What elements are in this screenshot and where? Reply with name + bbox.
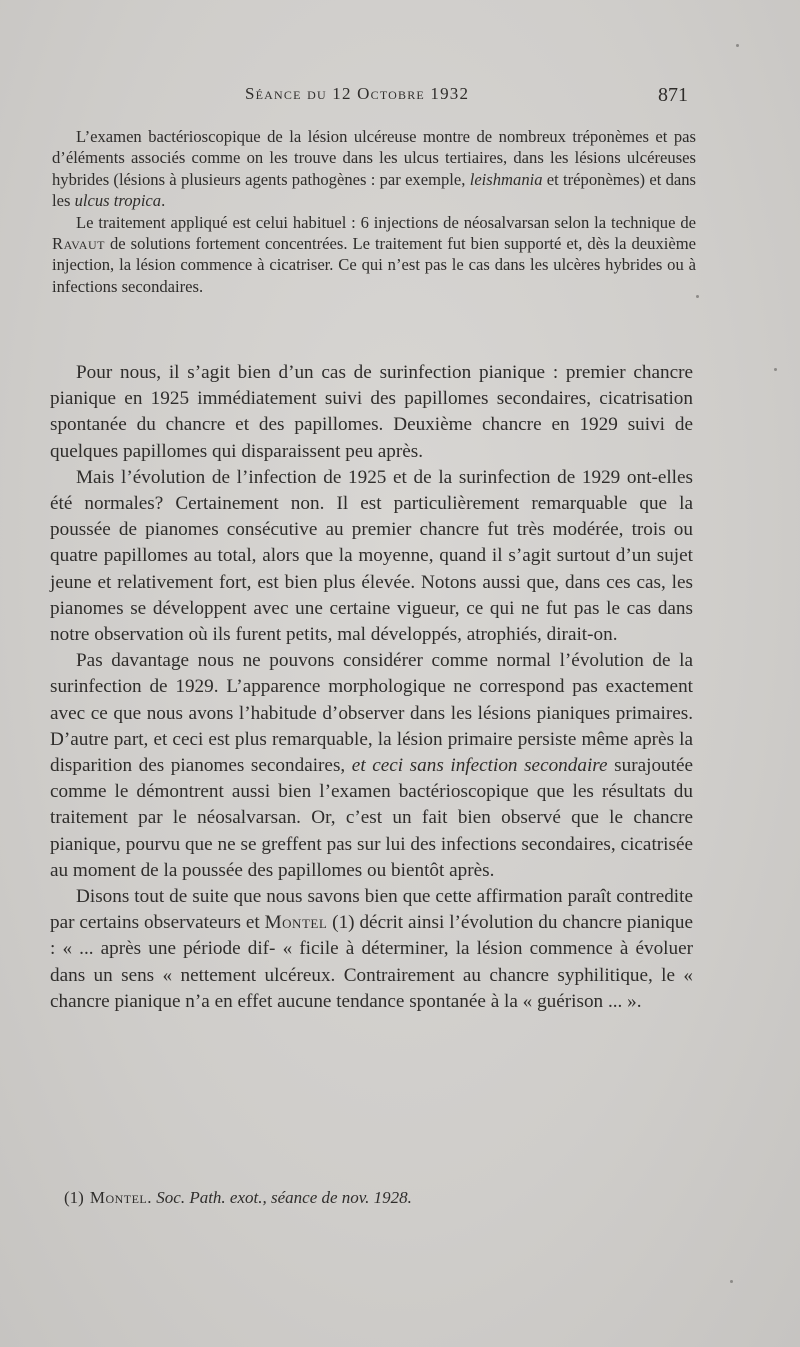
paper-speck <box>736 44 739 47</box>
paper-speck <box>696 295 699 298</box>
footnote-author: Montel. <box>89 1188 153 1207</box>
footnote-mark: (1) <box>64 1188 84 1207</box>
paragraph-surinfection: Pour nous, il s’agit bien d’un cas de surinfection pianique : premier chancre pianique en 1925 immédiatement suivi des papillomes secondaires, cicatrisation spontanée du chancre et des papillomes. Deuxième chancre en 1929 suivi de quelques papillomes qui disparaissent peu après. <box>50 362 693 462</box>
author-name: Ravaut <box>52 234 105 254</box>
paragraph-surinfection-1929: Pas davantage nous ne pouvons considérer comme normal l’évolution de la surinfection de 1929. L’apparence morphologique ne correspond pas exactement avec ce que nous avons l’habitude d’observer dans les lésions pianiques primaires. D’autre part, et ceci est plus remarquable, la lésion primaire persiste même après la disparition des pianomes secondaires, et ceci sans infection secondaire surajoutée comme le démontrent aussi bien l’examen bactérioscopique que les résultats du traitement par le néosalvarsan. Or, c’est un fait bien observé que le chancre pianique, pourvu que ne se greffent pas sur lui des infections secondaires, cicatrisée au moment de la poussée des papillomes ou bientôt après. <box>50 650 694 881</box>
page-number: 871 <box>658 84 688 106</box>
paragraph-bacteriological-exam: L’examen bactérioscopique de la lésion ulcéreuse montre de nombreux tréponèmes et pas d’éléments associés comme on les trouve dans les ulcus tertiaires, dans les lésions ulcéreuses hybrides (lésions à plusieurs agents pathogènes : par exemple, leishmania et tréponèmes) et dans les ulcus tropica. <box>52 127 697 211</box>
preceding-observation-text <box>52 126 696 297</box>
running-head: Séance du 12 Octobre 1932 <box>245 84 470 103</box>
paper-speck <box>774 368 777 371</box>
page-header <box>0 80 800 110</box>
paragraph-treatment: Le traitement appliqué est celui habituel : 6 injections de néosalvarsan selon la technique de Ravaut de solutions fortement concentrées. Le traitement fut bien supporté et, dès la deuxième injection, la lésion commence à cicatriser. Ce qui n’est pas le cas dans les ulcères hybrides ou à infections secondaires. <box>52 212 696 296</box>
footnote-citation: Soc. Path. exot., séance de nov. 1928. <box>156 1188 412 1207</box>
paragraph-montel-quote: Disons tout de suite que nous savons bien que cette affirmation paraît contredite par certains observateurs et Montel (1) décrit ainsi l’évolution du chancre pianique : « ... après une période dif- « ficile à déterminer, la lésion commence à évoluer dans un sens « nettement ulcéreux. Contrairement au chancre syphilitique, le « chancre pianique n’a en effet aucune tendance spontanée à la « guérison ... ». <box>50 886 694 1012</box>
italic-phrase: et ceci sans infection secondaire <box>351 755 608 777</box>
discussion-text <box>50 360 693 1015</box>
italic-term: ulcus tropica <box>74 191 162 211</box>
paragraph-evolution: Mais l’évolution de l’infection de 1925 et de la surinfection de 1929 ont-elles été normales? Certainement non. Il est particulièrement remarquable que la poussée de pianomes consécutive au premier chancre fut très modérée, trois ou quatre papillomes au total, alors que la moyenne, quand il s’agit surtout d’un sujet jeune et relativement fort, est bien plus élevée. Notons aussi que, dans ces cas, les pianomes se développent avec une certaine vigueur, ce qui ne fut pas le cas dans notre observation où ils furent petits, mal développés, atrophiés, dirait-on. <box>50 466 693 646</box>
footnote <box>64 1188 412 1208</box>
paper-speck <box>730 1280 733 1283</box>
author-name: Montel <box>264 912 328 934</box>
italic-term: leishmania <box>469 169 543 189</box>
